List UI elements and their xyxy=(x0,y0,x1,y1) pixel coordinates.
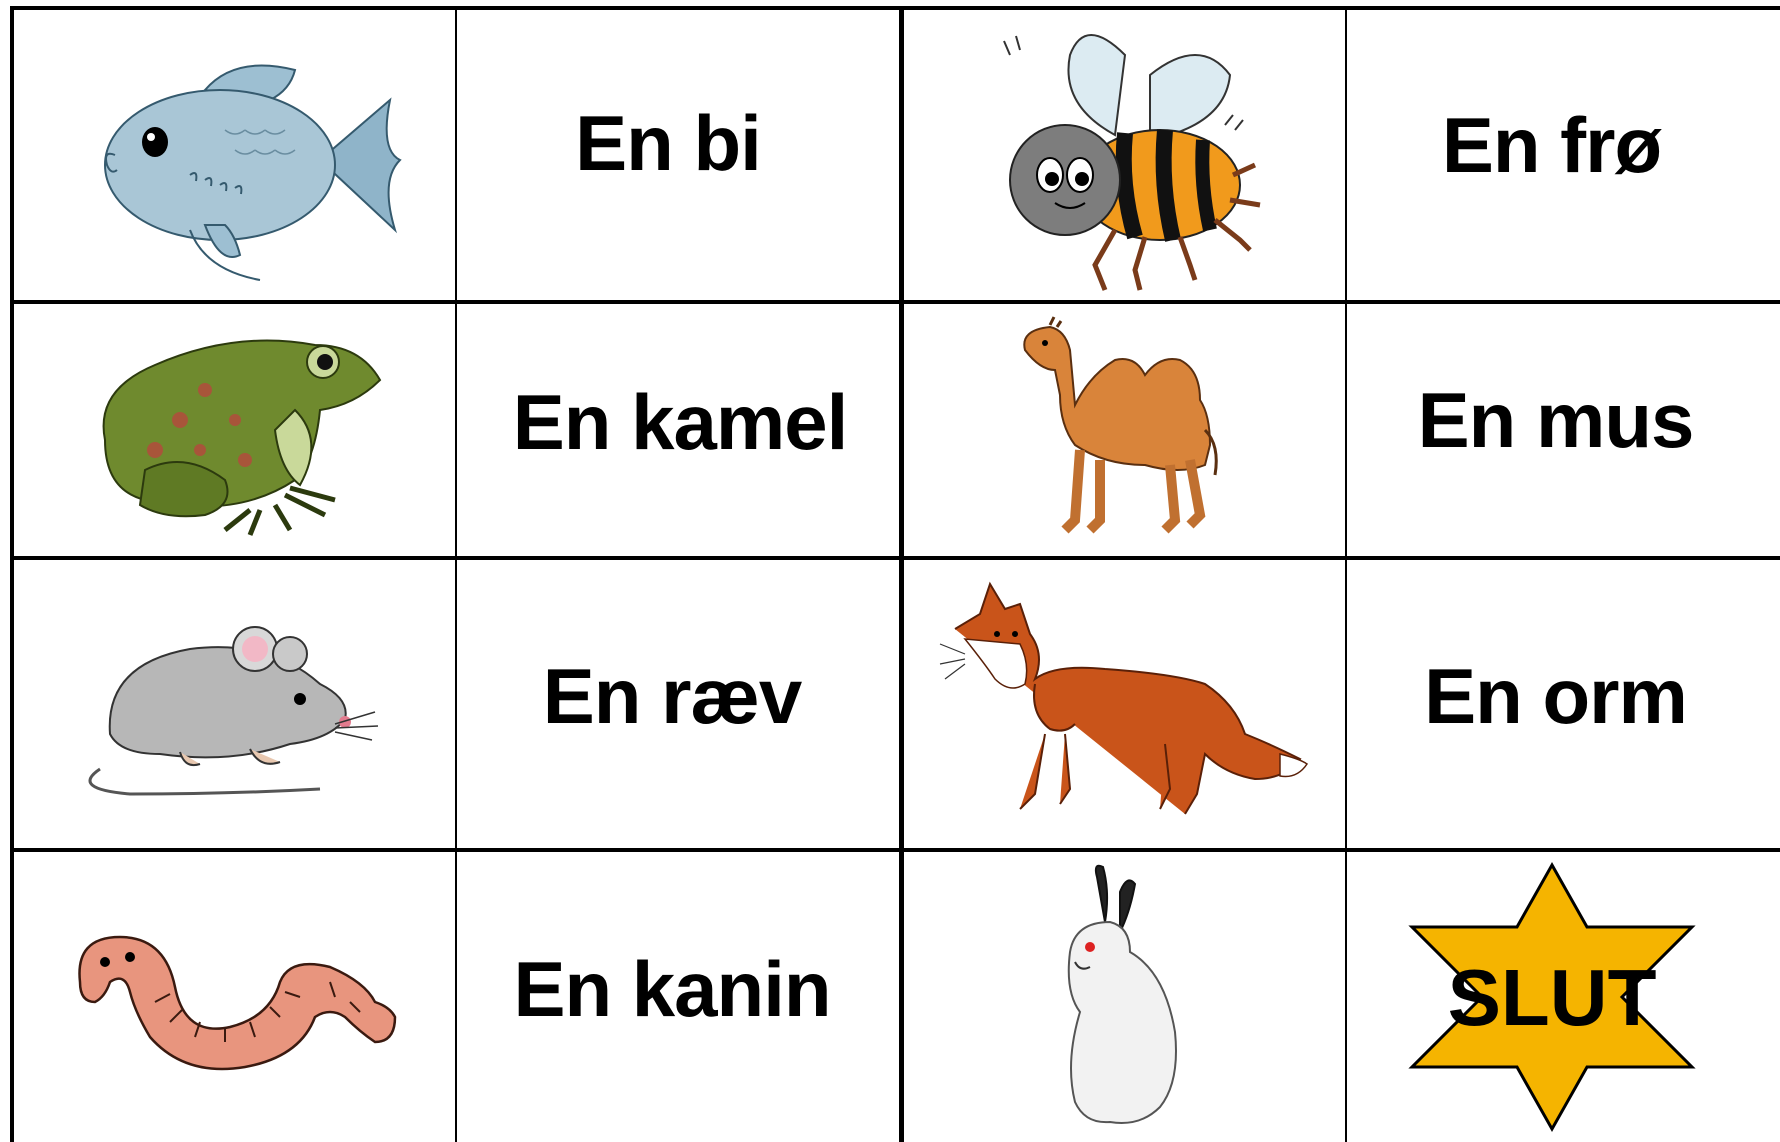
frog-icon xyxy=(85,320,385,540)
domino-card-1-word xyxy=(457,10,899,300)
domino-card-2-picture xyxy=(904,10,1345,300)
domino-card-3-picture xyxy=(14,304,455,556)
bee-icon xyxy=(975,15,1275,295)
domino-card-4-word xyxy=(1347,304,1780,556)
domino-card-7-word xyxy=(457,852,899,1142)
domino-card-5-word xyxy=(457,560,899,848)
domino-card-1-picture xyxy=(14,10,455,300)
domino-card-5-picture xyxy=(14,560,455,848)
fish-icon xyxy=(55,30,415,280)
animal-word: En frø xyxy=(1441,100,1662,189)
domino-card-7-picture xyxy=(14,852,455,1142)
domino-card-6-word xyxy=(1347,560,1780,848)
end-star xyxy=(1402,857,1702,1137)
domino-card-3-word xyxy=(457,304,899,556)
animal-word: En ræv xyxy=(542,651,802,740)
animal-word: En mus xyxy=(1417,375,1694,464)
end-label: SLUT xyxy=(1447,953,1656,1042)
rabbit-icon xyxy=(1035,862,1215,1132)
animal-word: En bi xyxy=(575,98,761,187)
mouse-icon xyxy=(80,604,390,804)
camel-icon xyxy=(1005,315,1245,545)
animal-word: En kanin xyxy=(513,944,831,1033)
domino-card-2-word xyxy=(1347,10,1780,300)
domino-card-8-end xyxy=(1347,852,1780,1142)
worm-icon xyxy=(45,907,425,1087)
animal-word: En orm xyxy=(1424,651,1687,740)
domino-card-6-picture xyxy=(904,560,1345,848)
domino-card-8-picture xyxy=(904,852,1345,1142)
domino-card-4-picture xyxy=(904,304,1345,556)
fox-icon xyxy=(935,584,1315,824)
animal-word: En kamel xyxy=(512,377,848,466)
